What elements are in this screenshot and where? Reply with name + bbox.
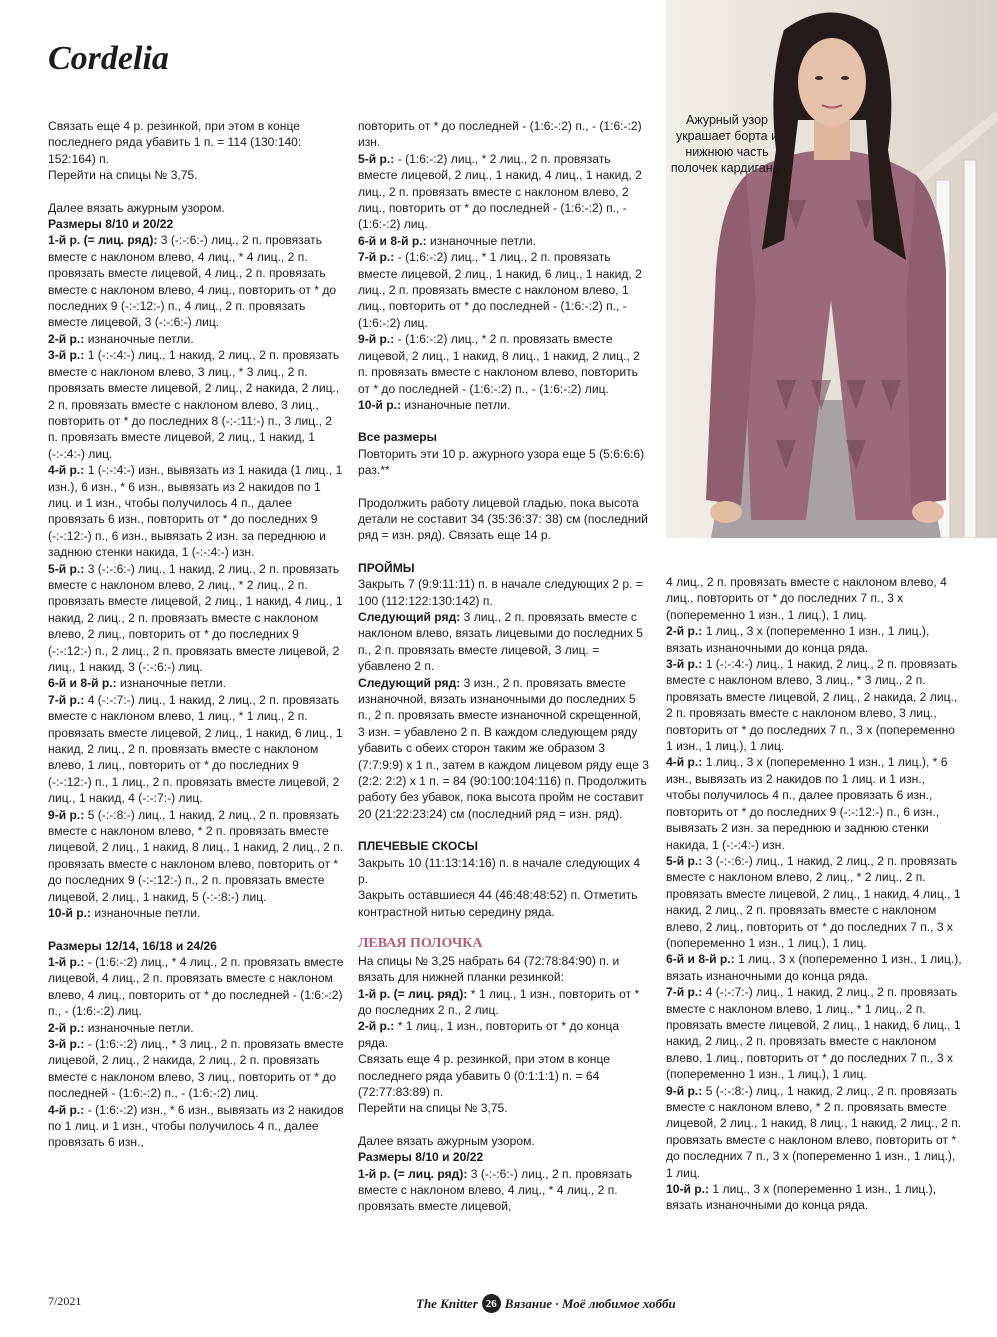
section-heading: ПРОЙМЫ	[358, 560, 415, 575]
row-instruction: 4-й р.: - (1:6:-:2) изн., * 6 изн., вывязать из 2 накидов по 1 лиц. и 1 изн., чтобы получилось 4 п., далее провязать 6 изн.,	[48, 1102, 344, 1150]
magazine-name: The Knitter	[416, 1295, 478, 1311]
row-instruction: 10-й р.: 1 лиц., 3 х (попеременно 1 изн., 1 лиц.), вязать изнаночными до конца ряда.	[666, 1182, 937, 1213]
section-heading: Размеры 8/10 и 20/22	[48, 217, 174, 232]
issue-number: 7/2021	[48, 1294, 82, 1308]
paragraph: Связать еще 4 р. резинкой, при этом в конце последнего ряда убавить 1 п. = 114 (130:140: 152:164) п.	[48, 119, 302, 166]
row-instruction: 2-й р.: изнаночные петли.	[48, 331, 194, 346]
section-heading: Размеры 12/14, 16/18 и 24/26	[48, 938, 217, 953]
row-instruction: 3-й р.: 1 (-:-:4:-) лиц., 1 накид, 2 лиц., 2 п. провязать вместе с наклоном влево, 3 лиц., * 3 лиц., 2 п. провязать вместе лицевой, 2 лиц., 2 накида, 2 лиц., 2 п. провязать вместе с наклоном влево, 3 лиц., повторить от * до последних 8 (-:-:11:-) п., 3 лиц., 2 п. провязать вместе лицевой, 2 лиц., 1 накид, 1 (-:-:4:-) лиц.	[48, 348, 340, 461]
section-heading: Все размеры	[358, 430, 437, 445]
row-instruction: 1-й р.: - (1:6:-:2) лиц., * 4 лиц., 2 п. провязать вместе лицевой, 4 лиц., 2 п. провязать вместе с наклоном влево, 4 лиц., повторить от * до последней - (1:6:-:2) п., - (1:6:-:2) лиц.	[48, 954, 344, 1019]
magazine-footer	[416, 1294, 676, 1313]
row-instruction: 10-й р.: изнаночные петли.	[48, 906, 201, 921]
row-instruction: 5-й р.: - (1:6:-:2) лиц., * 2 лиц., 2 п. провязать вместе лицевой, 2 лиц., 1 накид, 4 лиц., 1 накид, 2 лиц., 2 п. провязать вместе с наклоном влево, 2 лиц., повторить от * до последней - (1:6:-:2) п., - (1:6:-:2) лиц.	[358, 151, 642, 232]
paragraph: Продолжить работу лицевой гладью, пока высота детали не составит 34 (35:36:37: 38) см (последний ряд = изн. ряд). Связать еще 14 р.	[358, 495, 648, 543]
paragraph: Закрыть оставшиеся 44 (46:48:48:52) п. Отметить контрастной нитью середину ряда.	[358, 888, 638, 919]
row-instruction: 2-й р.: изнаночные петли.	[48, 1020, 194, 1035]
row-instruction: 5-й р.: 3 (-:-:6:-) лиц., 1 накид, 2 лиц., 2 п. провязать вместе с наклоном влево, 2 лиц., * 2 лиц., 2 п. провязать вместе лицевой, 2 лиц., 1 накид, 4 лиц., 1 накид, 2 лиц., 2 п. провязать вместе с наклоном влево, 2 лиц., повторить от * до последних 9 (-:-:12:-) п., 2 лиц., 2 п. провязать вместе лицевой, 2 лиц., 1 накид, 3 (-:-:6:-) лиц.	[48, 561, 343, 674]
model-photo	[666, 0, 997, 538]
paragraph: Закрыть 7 (9:9:11:11) п. в начале следующих 2 р. = 100 (112:122:130:142) п.	[358, 577, 643, 608]
row-instruction: 6-й и 8-й р.: изнаночные петли.	[48, 676, 226, 691]
row-instruction: 9-й р.: 5 (-:-:8:-) лиц., 1 накид, 2 лиц., 2 п. провязать вместе с наклоном влево, * 2 п. провязать вместе лицевой, 2 лиц., 1 накид, 8 лиц., 1 накид, 2 лиц., 2 п. провязать вместе с наклоном влево, повторить от * до последних 7 п., 3 х (попеременно 1 изн., 1 лиц.), 1 лиц.	[666, 1083, 962, 1180]
section-heading: Размеры 8/10 и 20/22	[358, 1150, 484, 1165]
paragraph: Связать еще 4 р. резинкой, при этом в конце последнего ряда убавить 0 (0:1:1:1) п. = 64 (72:77:83:89) п.	[358, 1052, 610, 1099]
paragraph: Перейти на спицы № 3,75.	[48, 168, 198, 183]
row-instruction: Следующий ряд: 3 лиц., 2 п. провязать вместе с наклоном влево, вязать лицевыми до последних 5 п., 2 п. провязать вместе лицевой, 3 лиц. = убавлено 2 п.	[358, 609, 644, 674]
row-instruction: 9-й р.: 5 (-:-:8:-) лиц., 1 накид, 2 лиц., 2 п. провязать вместе с наклоном влево, * 2 п. провязать вместе лицевой, 2 лиц., 1 накид, 8 лиц., 1 накид, 2 лиц., 2 п. провязать вместе с наклоном влево, повторить от * до последних 9 (-:-:12:-) п., 2 п. провязать вместе лицевой, 2 лиц., 1 накид, 5 (-:-:8:-) лиц.	[48, 807, 344, 904]
row-instruction: 1-й р. (= лиц. ряд): 3 (-:-:6:-) лиц., 2 п. провязать вместе с наклоном влево, 4 лиц., * 4 лиц., 2 п. провязать вместе лицевой, 4 лиц., 2 п. провязать вместе с наклоном влево, 4 лиц., повторить от * до последних 9 (-:-:12:-) п., 4 лиц., 2 п. провязать вместе лицевой, 3 (-:-:6:-) лиц.	[48, 233, 337, 330]
row-instruction: 4-й р.: 1 лиц., 3 х (попеременно 1 изн., 1 лиц.), * 6 изн., вывязать из 2 накидов по 1 лиц. и 1 изн., чтобы получилось 4 п., далее провязать 6 изн., повторить от * до последних 9 (-:-:12:-) п., 6 изн., вывязать 2 изн. за переднюю и заднюю стенки накида, 1 (-:-:4:-) изн.	[666, 755, 948, 852]
row-instruction: 6-й и 8-й р.: 1 лиц., 3 х (попеременно 1 изн., 1 лиц.), вязать изнаночными до конца ряда.	[666, 952, 962, 983]
paragraph: На спицы № 3,25 набрать 64 (72:78:84:90) п. и вязать для нижней планки резинкой:	[358, 953, 620, 985]
column-3	[666, 574, 962, 1214]
row-instruction: 1-й р. (= лиц. ряд): 3 (-:-:6:-) лиц., 2 п. провязать вместе с наклоном влево, 4 лиц., * 4 лиц., 2 п. провязать вместе лицевой,	[358, 1166, 633, 1214]
paragraph: Далее вязать ажурным узором.	[358, 1133, 535, 1148]
model-illustration	[666, 0, 997, 538]
column-2	[358, 118, 650, 1215]
row-instruction: 5-й р.: 3 (-:-:6:-) лиц., 1 накид, 2 лиц., 2 п. провязать вместе с наклоном влево, 2 лиц., * 2 лиц., 2 п. провязать вместе лицевой, 2 лиц., 1 накид, 4 лиц., 1 накид, 2 лиц., 2 п. провязать вместе с наклоном влево, 2 лиц., повторить от * до последних 7 п., 3 х (попеременно 1 изн., 1 лиц.), 1 лиц.	[666, 853, 961, 950]
row-instruction: 7-й р.: 4 (-:-:7:-) лиц., 1 накид, 2 лиц., 2 п. провязать вместе с наклоном влево, 1 лиц., * 1 лиц., 2 п. провязать вместе лицевой, 2 лиц., 1 накид, 6 лиц., 1 накид, 2 лиц., 2 п. провязать вместе с наклоном влево, 1 лиц., повторить от * до последних 7 п., 3 х (попеременно 1 изн., 1 лиц.), 1 лиц.	[666, 985, 961, 1082]
photo-caption: Ажурный узор украшает борта и нижнюю часть полочек кардигана.	[670, 113, 784, 175]
paragraph: Перейти на спицы № 3,75.	[358, 1101, 508, 1116]
paragraph: Закрыть 10 (11:13:14:16) п. в начале следующих 4 р.	[358, 855, 641, 887]
row-instruction: 2-й р.: 1 лиц., 3 х (попеременно 1 изн., 1 лиц.), вязать изнаночными до конца ряда.	[666, 624, 930, 655]
row-instruction: 9-й р.: - (1:6:-:2) лиц., * 2 п. провязать вместе лицевой, 2 лиц., 1 накид, 8 лиц., 1 накид, 2 лиц., 2 п. провязать вместе с наклоном влево, повторить от * до последней - (1:6:-:2) п., - (1:6:-:2) лиц.	[358, 332, 640, 396]
paragraph: повторить от * до последней - (1:6:-:2) п., - (1:6:-:2) изн.	[358, 119, 642, 150]
row-instruction: 7-й р.: 4 (-:-:7:-) лиц., 1 накид, 2 лиц., 2 п. провязать вместе с наклоном влево, 1 лиц., * 1 лиц., 2 п. провязать вместе лицевой, 2 лиц., 1 накид, 6 лиц., 1 накид, 2 лиц., 2 п. провязать вместе с наклоном влево, 1 лиц., повторить от * до последних 9 (-:-:12:-) п., 1 лиц., 2 п. провязать вместе лицевой, 2 лиц., 1 накид, 4 (-:-:7:-) лиц.	[48, 692, 343, 806]
section-heading-pink: ЛЕВАЯ ПОЛОЧКА	[358, 936, 483, 952]
paragraph: Повторить эти 10 р. ажурного узора еще 5 (5:6:6:6) раз.**	[358, 446, 645, 478]
page-title: Cordelia	[48, 40, 169, 77]
column-1	[48, 118, 344, 1151]
paragraph: 4 лиц., 2 п. провязать вместе с наклоном влево, 4 лиц., повторить от * до последних 7 п., 3 х (попеременно 1 изн., 1 лиц.), 1 лиц.	[666, 575, 947, 622]
paragraph: Далее вязать ажурным узором.	[48, 200, 225, 215]
row-instruction: 7-й р.: - (1:6:-:2) лиц., * 1 лиц., 2 п. провязать вместе лицевой, 2 лиц., 1 накид, 6 лиц., 1 накид, 2 лиц., 2 п. провязать вместе с наклоном влево, 1 лиц., повторить от * до последней - (1:6:-:2) п., - (1:6:-:2) лиц.	[358, 250, 642, 330]
row-instruction: 2-й р.: * 1 лиц., 1 изн., повторить от * до конца ряда.	[358, 1019, 620, 1050]
row-instruction: 10-й р.: изнаночные петли.	[358, 397, 511, 412]
row-instruction: 6-й и 8-й р.: изнаночные петли.	[358, 233, 536, 248]
magazine-tagline: Вязание · Моё любимое хобби	[504, 1295, 676, 1311]
row-instruction: 4-й р.: 1 (-:-:4:-) изн., вывязать из 1 накида (1 лиц., 1 изн.), 6 изн., * 6 изн., вывязать из 2 накидов по 1 лиц. и 1 изн., чтобы получилось 4 п., далее провязать 6 изн., повторить от * до последних 9 (-:-:12:-) п., 6 изн., вывязать 2 изн. за переднюю и заднюю стенки накида, 1 (-:-:4:-) изн.	[48, 463, 343, 560]
row-instruction: 3-й р.: - (1:6:-:2) лиц., * 3 лиц., 2 п. провязать вместе лицевой, 2 лиц., 2 накида, 2 лиц., 2 п. провязать вместе с наклоном влево, 3 лиц., повторить от * до последней - (1:6:-:2) п., - (1:6:-:2) лиц.	[48, 1036, 344, 1101]
page-number: 26	[482, 1294, 501, 1313]
row-instruction: 3-й р.: 1 (-:-:4:-) лиц., 1 накид, 2 лиц., 2 п. провязать вместе с наклоном влево, 3 лиц., * 3 лиц., 2 п. провязать вместе лицевой, 2 лиц., 2 накида, 2 лиц., 2 п. провязать вместе с наклоном влево, 3 лиц., повторить от * до последних 7 п., 3 х (попеременно 1 изн., 1 лиц.), 1 лиц.	[666, 657, 958, 754]
row-instruction: Следующий ряд: 3 изн., 2 п. провязать вместе изнаночной, вязать изнаночными до последних 5 п., 2 п. провязать вместе изнаночной скрещенной, 3 изн. = убавлено 2 п. В каждом следующем ряду убавить с обеих сторон таким же образом 3 (7:7:9:9) х 1 п., затем в каждом лицевом ряду еще 3 (2:2: 2:2) х 1 п. = 84 (90:100:104:116) п. Продолжить работу без убавок, пока высота пройм не составит 20 (21:22:23:24) см (последний ряд = изн. ряд).	[358, 675, 649, 821]
row-instruction: 1-й р. (= лиц. ряд): * 1 лиц., 1 изн., повторить от * до последних 2 п., 2 лиц.	[358, 986, 640, 1017]
section-heading: ПЛЕЧЕВЫЕ СКОСЫ	[358, 839, 478, 854]
